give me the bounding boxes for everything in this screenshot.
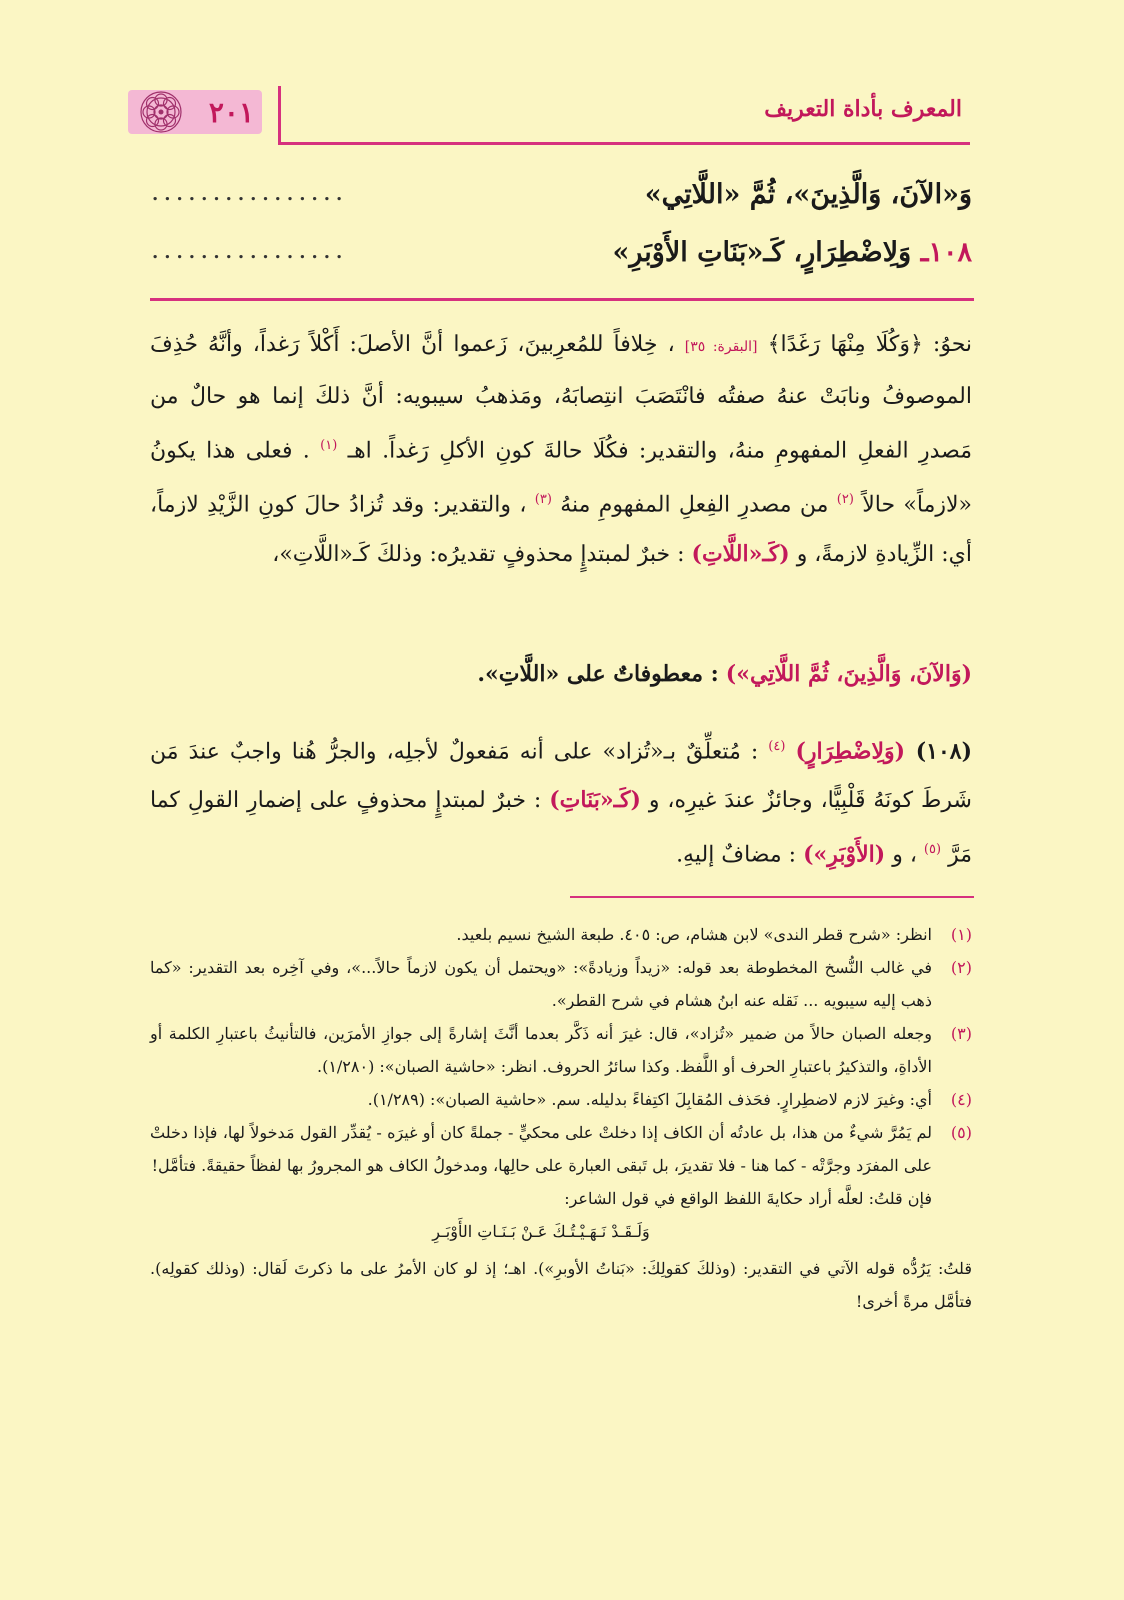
footnotes bbox=[150, 918, 972, 1318]
rosette-icon bbox=[138, 89, 184, 135]
verse-2-part-a: وَلِاضْطِرَارٍ، كَـ bbox=[763, 236, 912, 268]
footnote-marker[interactable]: (٣) bbox=[534, 492, 552, 508]
footnote-text: في غالب النُّسخ المخطوطة بعد قوله: «زيداً وزيادةً»: «ويحتمل أن يكون لازماً حالاً...»، وفي آخِره بعد التقدير: «كما ذهب إليه سيبويه ... نَقله عنه ابنُ هشام في شرح القطر». bbox=[150, 958, 932, 1010]
verse-number: ١٠٨ـ bbox=[920, 236, 972, 268]
header-divider bbox=[278, 86, 281, 144]
text-run: ، خِلافاً للمُعرِبينَ، زَعموا أنَّ الأصلَ: أَكْلاً رَغداً، وأنَّهُ حُذِفَ الموصوفُ ونابَتْ عنهُ صفتُه فانْتَصَبَ انتِصابَهُ، ومَذهبُ سيبويه: أنَّ ذلكَ إنما هو حالٌ من مَصدرِ الفعلِ المفهومِ منهُ، والتقدير: فكُلَا حالةَ كونِ الأكلِ رَغداً. اهـ bbox=[150, 332, 973, 464]
highlighted-term: (الأَوْبَرِ») bbox=[803, 841, 886, 868]
text-run: : مُتعلِّقٌ بـ«تُزاد» على أنه مَفعولٌ لأجلِه، والجرُّ هُنا واجبٌ عندَ مَن شَرطَ كونَهُ قَلْبِيًّا، وجائزٌ عندَ غيرِه، و bbox=[150, 739, 972, 814]
verse-1-hemistich: وَ«الآنَ، وَالَّذِينَ»، ثُمَّ «اللَّاتِي» bbox=[644, 178, 972, 210]
text-run: : معطوفاتٌ على «اللَّاتِ». bbox=[477, 661, 719, 687]
verse-line-1 bbox=[152, 172, 972, 216]
footnote-marker[interactable]: (٢) bbox=[836, 492, 854, 508]
verse-reference: (١٠٨) bbox=[905, 738, 973, 765]
footnote-marker[interactable]: (٥) bbox=[923, 842, 942, 858]
highlighted-term: (كَـ«بَنَاتِ) bbox=[549, 787, 641, 814]
footnote-marker[interactable]: (٤) bbox=[768, 739, 786, 754]
verse-1-dots: ................ bbox=[152, 183, 349, 205]
commentary-paragraph-1 bbox=[150, 320, 972, 579]
highlighted-term: (كَـ«اللَّاتِ) bbox=[691, 540, 790, 567]
verse-2-text bbox=[613, 237, 972, 268]
highlighted-term: (وَلِاضْطِرَارٍ) bbox=[795, 738, 906, 765]
footnote-number: (١) bbox=[950, 925, 972, 944]
header-rule bbox=[278, 142, 970, 145]
text-run: . فعلى هذا يكونُ «لازماً» حالاً bbox=[150, 438, 972, 518]
footnote-reply: قلتُ: يَرُدُّه قوله الآتي في التقدير: (وذلكَ كقولِكَ: «بَناتُ الأوبرِ»). اهـ؛ إذ لو كان الأمرُ على ما ذكرتَ لَقال: (وذلك كقولِه). فتأمَّل مرةً أخرى! bbox=[150, 1259, 972, 1311]
footnote-text: وجعله الصبان حالاً من ضمير «تُزاد»، قال: غيرَ أنه ذَكَّر بعدما أنَّثَ إشارةً إلى جوازِ الأمرَين، فالتأنيثُ باعتبارِ الكلمة أو الأداةِ، والتذكيرُ باعتبارِ الحرف أو اللَّفظ. وكذا سائرُ الحروف. انظر: «حاشية الصبان»: (١/٢٨٠). bbox=[150, 1024, 932, 1076]
quran-reference: [البقرة: ٣٥] bbox=[684, 339, 758, 355]
verse-line-2 bbox=[152, 230, 972, 274]
page-number-badge bbox=[128, 90, 262, 134]
quoted-poem-line: وَلَـقَـدْ نَـهَـيْـتُـكَ عَـنْ بَـنَـاتِ الأَوْبَـرِ bbox=[432, 1222, 650, 1241]
footnote-number: (٣) bbox=[950, 1024, 972, 1043]
footnote-text: انظر: «شرح قطر الندى» لابن هشام، ص: ٤٠٥. طبعة الشيخ نسيم بلعيد. bbox=[456, 925, 932, 944]
page-header bbox=[128, 86, 970, 142]
text-run: : خبرٌ لمبتدإٍ محذوفٍ تقديرُه: وذلكَ كَـ«اللَّاتِ»، bbox=[272, 541, 685, 567]
footnote bbox=[150, 1083, 972, 1116]
footnote-rule bbox=[570, 896, 974, 898]
verse-2-dots: ................ bbox=[152, 241, 349, 263]
text-run: : مضافٌ إليهِ. bbox=[676, 842, 797, 868]
text-run: من مصدرِ الفِعلِ المفهومِ منهُ bbox=[560, 492, 829, 518]
main-rule bbox=[150, 298, 974, 301]
page-number: ٢٠١ bbox=[208, 95, 254, 129]
footnote bbox=[150, 951, 972, 1017]
highlighted-term: (وَالآنَ، وَالَّذِينَ، ثُمَّ اللَّاتِي») bbox=[725, 661, 972, 687]
footnote-text: لم يَمُرَّ شيءٌ من هذا، بل عادتُه أن الكاف إذا دخلتْ على محكيٍّ - جملةً كان أو غيرَه - يُقدِّر القول مَدخولاً لها، فإذا دخلتْ على المفرَد وجرَّتْه - كما هنا - فلا تقديرَ، بل تَبقى العبارة على حالِها، ومدخولُ الكاف هو المجرورُ بها لفظاً حقيقةً. فتأمَّل! bbox=[150, 1123, 932, 1175]
text-run: ، والتقدير: وقد تُزادُ حالَ كونِ الزَّيْدِ لازماً، أي: الزِّيادةِ لازمةً، و bbox=[150, 492, 972, 567]
footnote-question: فإن قلتُ: لعلَّه أراد حكايةَ اللفظ الواقع في قول الشاعر: bbox=[564, 1189, 932, 1208]
running-title: المعرف بأداة التعريف bbox=[764, 96, 962, 122]
commentary-paragraph-3 bbox=[150, 722, 972, 880]
footnote-number: (٢) bbox=[950, 958, 972, 977]
footnote-number: (٥) bbox=[950, 1123, 972, 1142]
verse-2-part-b: «بَنَاتِ الأَوْبَرِ» bbox=[612, 236, 764, 268]
text-run: ، و bbox=[892, 842, 917, 868]
text-run: : خبرٌ لمبتدإٍ محذوفٍ على إضمارِ القولِ كما مَرَّ bbox=[150, 788, 972, 868]
footnote-text: أي: وغيرَ لازم لاضطِرارٍ. فحَذف المُقابِلَ اكتِفاءً بدليله. سم. «حاشية الصبان»: (١/٢٨٩). bbox=[367, 1090, 932, 1109]
footnote-number: (٤) bbox=[950, 1090, 972, 1109]
text-run: نحوُ: ﴿وَكُلَا مِنْهَا رَغَدًا﴾ bbox=[757, 332, 973, 357]
footnote bbox=[150, 918, 972, 951]
footnote bbox=[150, 1017, 972, 1083]
footnote bbox=[150, 1116, 972, 1252]
commentary-paragraph-2 bbox=[150, 650, 972, 699]
footnote-marker[interactable]: (١) bbox=[320, 438, 338, 453]
footnote-text-block bbox=[150, 1116, 932, 1252]
